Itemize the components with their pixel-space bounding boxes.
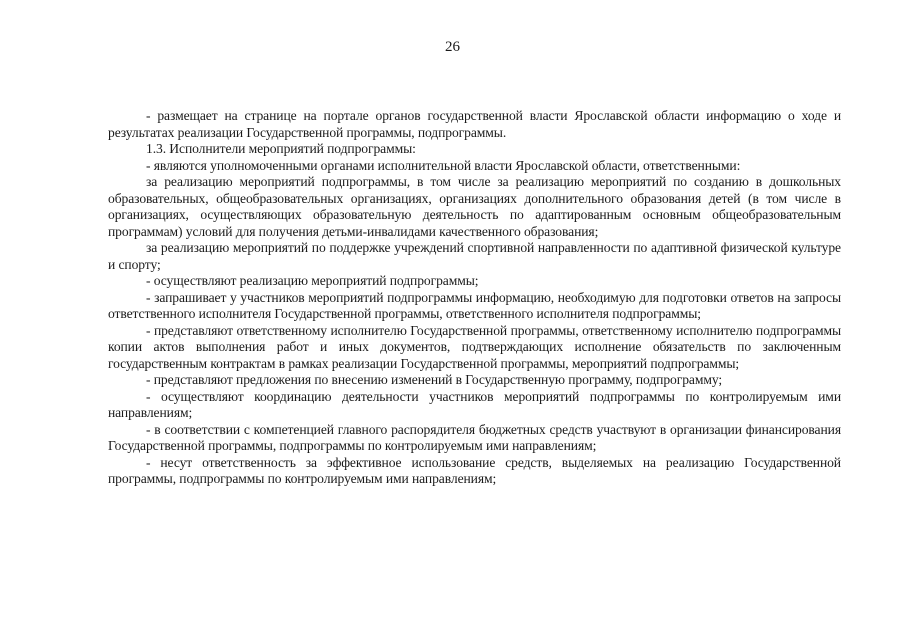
paragraph-adaptive-sport: за реализацию мероприятий по поддержке учреждений спортивной направленности по адаптивной физической культуре и спорту; <box>108 240 841 272</box>
section-heading-1-3: 1.3. Исполнители мероприятий подпрограммы: <box>146 141 416 156</box>
paragraph-responsibility: - несут ответственность за эффективное использование средств, выделяемых на реализацию Государственной программы, подпрограммы по контролируемым ими направлениям; <box>108 454 841 486</box>
paragraph-implement-activities: - осуществляют реализацию мероприятий подпрограммы; <box>146 273 479 288</box>
paragraph-financing: - в соответствии с компетенцией главного распорядителя бюджетных средств участвуют в организации финансирования Государственной программы, подпрограммы по контролируемым ими направлениям; <box>108 421 841 453</box>
paragraph-request-information: - запрашивает у участников мероприятий подпрограммы информацию, необходимую для подготовки ответов на запросы ответственного исполнителя Государственной программы, ответственного исполнителя подпрограммы; <box>108 289 841 321</box>
paragraph-authorized-bodies: - являются уполномоченными органами исполнительной власти Ярославской области, ответственными: <box>146 157 741 173</box>
document-body <box>108 108 841 488</box>
paragraph-submit-proposals: - представляют предложения по внесению изменений в Государственную программу, подпрограмму; <box>146 372 723 387</box>
paragraph-coordination: - осуществляют координацию деятельности участников мероприятий подпрограммы по контролируемым ими направлениям; <box>108 388 841 420</box>
page-number: 26 <box>445 39 460 55</box>
paragraph-publishes-info: - размещает на странице на портале органов государственной власти Ярославской области информацию о ходе и результатах реализации Государственной программы, подпрограммы. <box>108 108 841 140</box>
paragraph-implementation-disabled-children: за реализацию мероприятий подпрограммы, в том числе за реализацию мероприятий по созданию в дошкольных образовательных, общеобразовательных организациях, организациях дополнительного образования детей (в том числе в организациях, осуществляющих образовательную деятельность по адаптированным основным общеобразовательным программам) условий для получения детьми-инвалидами качественного образования; <box>108 174 841 239</box>
paragraph-submit-acts: - представляют ответственному исполнителю Государственной программы, ответственному исполнителю подпрограммы копии актов выполнения работ и иных документов, подтверждающих исполнение обязательств по заключенным государственным контрактам в рамках реализации Государственной программы, мероприятий подпрограммы; <box>108 322 841 371</box>
